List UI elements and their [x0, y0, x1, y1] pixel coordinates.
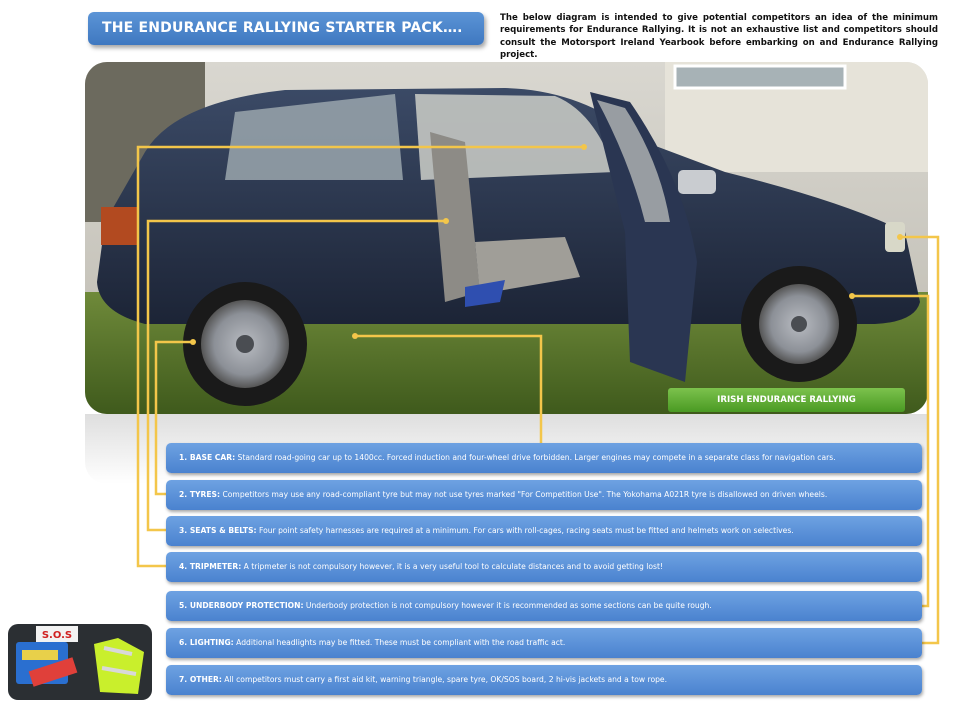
item-text: Four point safety harnesses are required at a minimum. For cars with roll-cages, racing seats must be fitted and helmets work on selectives. [256, 526, 794, 535]
requirement-lighting [166, 628, 922, 658]
brand-badge: IRISH ENDURANCE RALLYING [668, 388, 905, 412]
callout-line-lighting [900, 237, 938, 643]
requirement-seats-belts [166, 516, 922, 546]
item-text: Competitors may use any road-compliant tyre but may not use tyres marked "For Competition Use". The Yokohama A021R tyre is disallowed on driven wheels. [220, 490, 828, 499]
safety-kit-photo [8, 624, 152, 700]
requirement-tripmeter [166, 552, 922, 582]
item-title: 3. SEATS & BELTS: [179, 526, 257, 535]
sos-sign-text: S.O.S [41, 630, 73, 641]
item-title: 2. TYRES: [179, 490, 221, 499]
item-text: Additional headlights may be fitted. These must be compliant with the road traffic act. [233, 638, 566, 647]
requirement-base-car [166, 443, 922, 473]
requirement-other [166, 665, 922, 695]
page-title: THE ENDURANCE RALLYING STARTER PACK…. [88, 12, 484, 45]
item-text: Underbody protection is not compulsory however it is recommended as some sections can be quite rough. [303, 601, 712, 610]
item-title: 4. TRIPMETER: [179, 562, 242, 571]
item-title: 5. UNDERBODY PROTECTION: [179, 601, 304, 610]
intro-text: The below diagram is intended to give potential competitors an idea of the minimum requirements for Endurance Rallying. It is not an exhaustive list and competitors should consult the Motorsport Ireland Yearbook before embarking on and Endurance Rallying project. [500, 13, 938, 61]
item-text: A tripmeter is not compulsory however, it is a very useful tool to calculate distances and to avoid getting lost! [241, 562, 663, 571]
item-title: 1. BASE CAR: [179, 453, 236, 462]
item-title: 7. OTHER: [179, 675, 222, 684]
item-text: Standard road-going car up to 1400cc. Forced induction and four-wheel drive forbidden. Larger engines may compete in a separate class for navigation cars. [235, 453, 836, 462]
requirement-underbody [166, 591, 922, 621]
requirement-tyres [166, 480, 922, 510]
item-title: 6. LIGHTING: [179, 638, 234, 647]
callout-line-base-car [355, 336, 541, 458]
item-text: All competitors must carry a first aid kit, warning triangle, spare tyre, OK/SOS board, 2 hi-vis jackets and a tow rope. [221, 675, 667, 684]
